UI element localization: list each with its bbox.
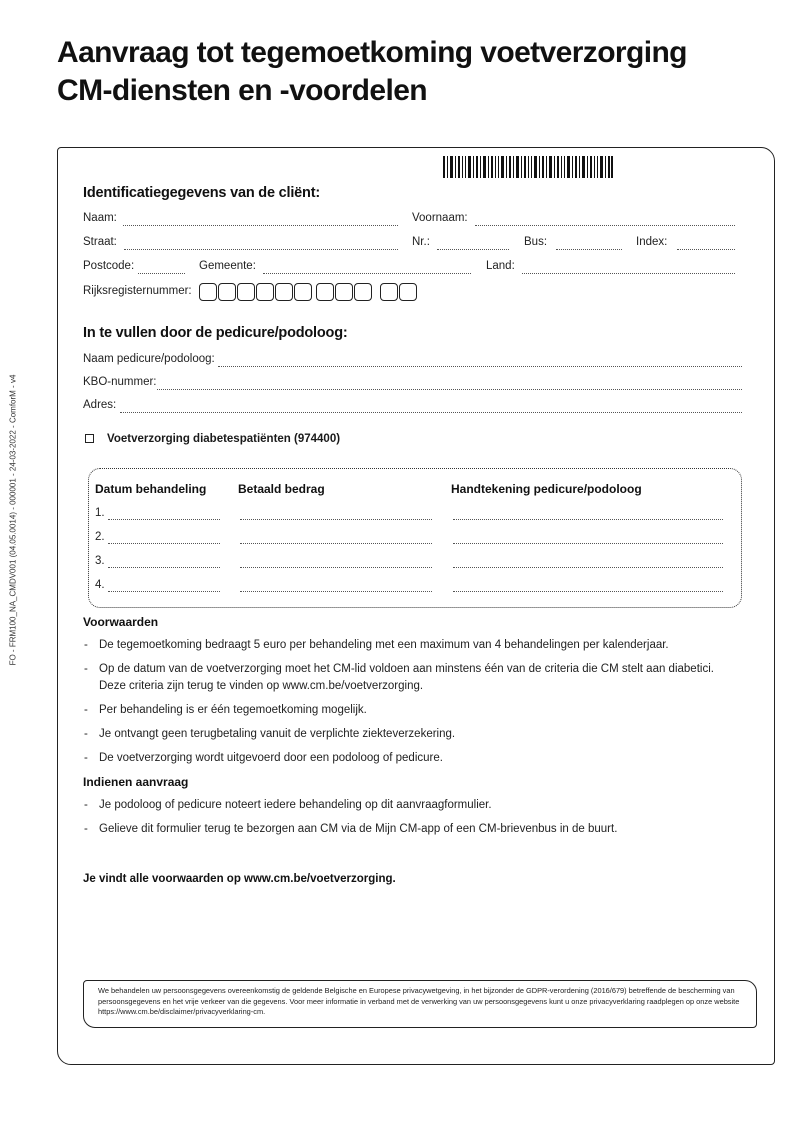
provider-section-heading: In te vullen door de pedicure/podoloog: — [83, 325, 348, 341]
rijksregister-digit-box[interactable] — [399, 283, 417, 301]
bus-field[interactable] — [556, 249, 622, 250]
col-header-datum: Datum behandeling — [95, 482, 207, 496]
row-4-datum-field[interactable] — [108, 591, 220, 592]
index-label: Index: — [636, 236, 668, 248]
rijksregister-digit-box[interactable] — [218, 283, 236, 301]
diabetes-checkbox[interactable] — [85, 434, 94, 443]
row-2-datum-field[interactable] — [108, 543, 220, 544]
title-line-1: Aanvraag tot tegemoetkoming voetverzorging — [57, 36, 687, 69]
row-number: 1. — [95, 507, 105, 519]
rijksregister-digit-box[interactable] — [199, 283, 217, 301]
voornaam-label: Voornaam: — [412, 212, 468, 224]
rijksregister-group-2 — [316, 283, 373, 301]
row-2-handtekening-field[interactable] — [453, 543, 723, 544]
col-header-handtekening: Handtekening pedicure/podoloog — [451, 482, 642, 496]
rijksregister-digit-box[interactable] — [380, 283, 398, 301]
row-2-bedrag-field[interactable] — [240, 543, 432, 544]
list-item: - Per behandeling is er één tegemoetkoming mogelijk. — [84, 704, 367, 716]
row-1-datum-field[interactable] — [108, 519, 220, 520]
row-1-handtekening-field[interactable] — [453, 519, 723, 520]
voorwaarden-link-note: Je vindt alle voorwaarden op www.cm.be/voetverzorging. — [83, 873, 396, 885]
list-item: - Je ontvangt geen terugbetaling vanuit de verplichte ziekteverzekering. — [84, 728, 456, 740]
indienen-list — [83, 797, 733, 845]
naam-pedicure-field[interactable] — [218, 366, 742, 367]
voorwaarden-list — [83, 637, 733, 774]
rijksregisternummer-label: Rijksregisternummer: — [83, 285, 192, 297]
rijksregister-digit-box[interactable] — [256, 283, 274, 301]
straat-field[interactable] — [124, 249, 398, 250]
row-3-bedrag-field[interactable] — [240, 567, 432, 568]
kbo-field[interactable] — [157, 389, 742, 390]
bus-label: Bus: — [524, 236, 548, 248]
row-number: 4. — [95, 579, 105, 591]
col-header-bedrag: Betaald bedrag — [238, 482, 325, 496]
privacy-notice: We behandelen uw persoonsgegevens overeenkomstig de geldende Belgische en Europese privacywetgeving, in het bijzonder de GDPR-verordening (2016/679) betreffende de bescherming van persoonsgegevens en het vrije verkeer van die gegevens. Voor meer informatie in verband met de verwerking van uw persoonsgegevens kunt u onze privacyverklaring raadplegen op onze website https://www.cm.be/disclaimer/privacyverklaring-cm. — [83, 980, 757, 1028]
postcode-field[interactable] — [138, 273, 185, 274]
gemeente-label: Gemeente: — [199, 260, 256, 272]
rijksregister-digit-box[interactable] — [275, 283, 293, 301]
adres-label: Adres: — [83, 399, 117, 411]
row-1-bedrag-field[interactable] — [240, 519, 432, 520]
barcode-image — [443, 156, 613, 178]
list-item: - Je podoloog of pedicure noteert iedere behandeling op dit aanvraagformulier. — [84, 799, 492, 811]
rijksregister-digit-box[interactable] — [354, 283, 372, 301]
row-4-handtekening-field[interactable] — [453, 591, 723, 592]
naam-label: Naam: — [83, 212, 117, 224]
list-item: - De voetverzorging wordt uitgevoerd door een podoloog of pedicure. — [84, 752, 443, 764]
rijksregister-digit-box[interactable] — [237, 283, 255, 301]
list-item: - Op de datum van de voetverzorging moet het CM-lid voldoen aan minstens één van de criteria die CM stelt aan diabetici. Deze criteria zijn terug te vinden op www.cm.be/voetverzorging. — [84, 663, 714, 692]
rijksregister-digit-box[interactable] — [316, 283, 334, 301]
list-item: - Gelieve dit formulier terug te bezorgen aan CM via de Mijn CM-app of een CM-brievenbus in de buurt. — [84, 823, 618, 835]
kbo-label: KBO-nummer: — [83, 376, 157, 388]
index-field[interactable] — [677, 249, 735, 250]
row-number: 2. — [95, 531, 105, 543]
rijksregister-digit-box[interactable] — [335, 283, 353, 301]
list-item: - De tegemoetkoming bedraagt 5 euro per behandeling met een maximum van 4 behandelingen per kalenderjaar. — [84, 639, 669, 651]
title-line-2: CM-diensten en -voordelen — [57, 74, 428, 107]
voornaam-field[interactable] — [475, 225, 735, 226]
indienen-heading: Indienen aanvraag — [83, 775, 189, 789]
nr-label: Nr.: — [412, 236, 430, 248]
side-form-code-text: FO - FRM100_NA_CMDV001 (04.05.0014) - 000001 - 24-03-2022 - ComforM - v4 — [8, 374, 18, 666]
naam-pedicure-label: Naam pedicure/podoloog: — [83, 353, 215, 365]
rijksregister-digit-box[interactable] — [294, 283, 312, 301]
postcode-label: Postcode: — [83, 260, 135, 272]
row-number: 3. — [95, 555, 105, 567]
rijksregister-group-3 — [380, 283, 418, 301]
row-4-bedrag-field[interactable] — [240, 591, 432, 592]
land-field[interactable] — [522, 273, 735, 274]
gemeente-field[interactable] — [263, 273, 471, 274]
voorwaarden-heading: Voorwaarden — [83, 615, 159, 629]
adres-field[interactable] — [120, 412, 742, 413]
page-title — [57, 34, 687, 110]
nr-field[interactable] — [437, 249, 509, 250]
naam-field[interactable] — [123, 225, 398, 226]
client-section-heading: Identificatiegegevens van de cliënt: — [83, 185, 320, 201]
row-3-datum-field[interactable] — [108, 567, 220, 568]
land-label: Land: — [486, 260, 515, 272]
row-3-handtekening-field[interactable] — [453, 567, 723, 568]
rijksregister-group-1 — [199, 283, 313, 301]
diabetes-checkbox-label: Voetverzorging diabetespatiënten (974400) — [107, 433, 341, 445]
straat-label: Straat: — [83, 236, 117, 248]
